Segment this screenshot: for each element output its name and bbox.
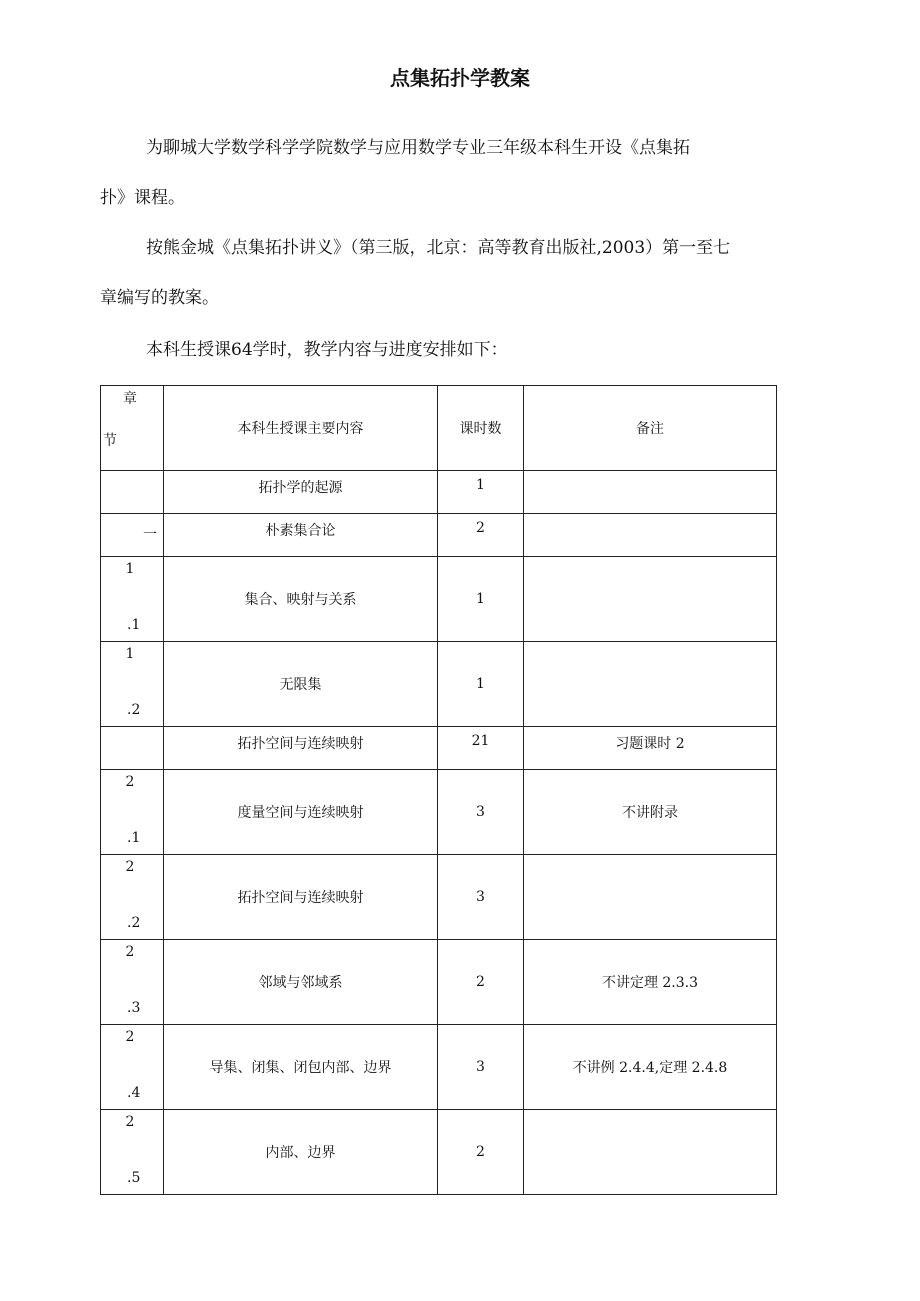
section-cell: 2 .3 [101, 940, 164, 1025]
section-cell: 2 .1 [101, 770, 164, 855]
table-row [101, 514, 777, 557]
table-row [101, 940, 777, 1025]
table-row [101, 1110, 777, 1195]
notes-cell: 不讲例 2.4.4,定理 2.4.8 [524, 1025, 777, 1110]
section-cell [101, 727, 164, 770]
section-cell: 一 [101, 514, 164, 557]
hours-cell: 3 [438, 770, 524, 855]
hours-cell: 1 [438, 642, 524, 727]
table-row [101, 642, 777, 727]
hours-cell: 1 [438, 557, 524, 642]
notes-cell [524, 855, 777, 940]
schedule-table [100, 385, 777, 1195]
section-cell: 2 .4 [101, 1025, 164, 1110]
table-header-row [101, 386, 777, 471]
content-cell: 导集、闭集、闭包内部、边界 [164, 1025, 438, 1110]
section-cell: 1 .2 [101, 642, 164, 727]
hours-cell: 3 [438, 855, 524, 940]
table-row [101, 770, 777, 855]
content-cell: 邻域与邻域系 [164, 940, 438, 1025]
section-cell [101, 471, 164, 514]
table-row [101, 1025, 777, 1110]
notes-cell [524, 514, 777, 557]
notes-cell [524, 557, 777, 642]
content-cell: 拓扑空间与连续映射 [164, 855, 438, 940]
content-cell: 无限集 [164, 642, 438, 727]
section-cell: 2 .2 [101, 855, 164, 940]
content-cell: 度量空间与连续映射 [164, 770, 438, 855]
section-cell: 1 .1 [101, 557, 164, 642]
header-section-cell [101, 386, 164, 471]
header-section-bottom: 节 [103, 433, 117, 449]
content-cell: 集合、映射与关系 [164, 557, 438, 642]
hours-cell: 2 [438, 1110, 524, 1195]
notes-cell: 不讲定理 2.3.3 [524, 940, 777, 1025]
section-cell: 2 .5 [101, 1110, 164, 1195]
content-cell: 朴素集合论 [164, 514, 438, 557]
intro-p1-line2: 扑》课程。 [100, 188, 185, 208]
document-title: 点集拓扑学教案 [390, 66, 530, 90]
hours-cell: 2 [438, 940, 524, 1025]
intro-p2-line1: 按熊金城《点集拓扑讲义》（第三版，北京：高等教育出版社,2003）第一至七 [146, 238, 731, 258]
table-row [101, 471, 777, 514]
header-notes: 备注 [524, 386, 777, 471]
table-row [101, 557, 777, 642]
notes-cell [524, 471, 777, 514]
notes-cell [524, 642, 777, 727]
intro-p3-line: 本科生授课64学时，教学内容与进度安排如下： [146, 340, 508, 360]
hours-cell: 1 [438, 471, 524, 514]
notes-cell: 习题课时 2 [524, 727, 777, 770]
content-cell: 内部、边界 [164, 1110, 438, 1195]
header-hours: 课时数 [438, 386, 524, 471]
content-cell: 拓扑学的起源 [164, 471, 438, 514]
header-section-top: 章 [123, 391, 137, 407]
notes-cell: 不讲附录 [524, 770, 777, 855]
table-row [101, 727, 777, 770]
hours-cell: 3 [438, 1025, 524, 1110]
header-content: 本科生授课主要内容 [164, 386, 438, 471]
notes-cell [524, 1110, 777, 1195]
hours-cell: 21 [438, 727, 524, 770]
intro-p2-line2: 章编写的教案。 [100, 288, 219, 308]
content-cell: 拓扑空间与连续映射 [164, 727, 438, 770]
table-row [101, 855, 777, 940]
intro-p1-line1: 为聊城大学数学科学学院数学与应用数学专业三年级本科生开设《点集拓 [146, 138, 690, 158]
hours-cell: 2 [438, 514, 524, 557]
